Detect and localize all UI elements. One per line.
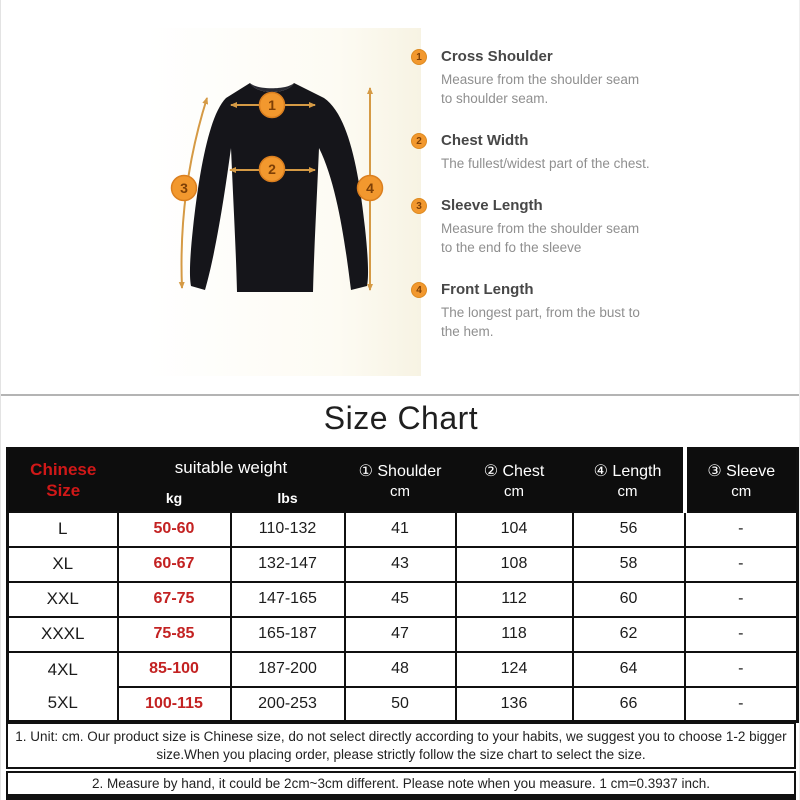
table-header-row-main (8, 449, 798, 486)
cell-sleeve: - (685, 617, 798, 652)
cell-chest: 108 (456, 547, 573, 582)
header-chinese-size: Chinese Size (8, 449, 118, 512)
note-unit (6, 722, 796, 769)
measure-number-icon: 4 (411, 282, 427, 298)
header-length: ④ Length cm (573, 449, 685, 512)
svg-text:1: 1 (268, 97, 276, 113)
cell-lbs: 132-147 (231, 547, 345, 582)
measure-item-sleeve-length (411, 197, 667, 257)
cell-chest: 104 (456, 512, 573, 547)
cell-kg: 67-75 (118, 582, 231, 617)
note-unit-text: 1. Unit: cm. Our product size is Chinese size, do not select directly according to your habits, we suggest you to choose 1-2 bigger size.When you placing order, please strictly follow the size chart to select the size. (15, 729, 787, 762)
cell-size: XXXL (8, 617, 118, 652)
cell-lbs: 147-165 (231, 582, 345, 617)
table-row-l (8, 512, 798, 547)
cell-size: XXL (8, 582, 118, 617)
measure-badge-2 (260, 157, 285, 182)
table-row-5xl (8, 687, 798, 722)
cell-sleeve: - (685, 582, 798, 617)
measure-desc: The longest part, from the bust to the hem. (441, 305, 640, 339)
cell-size: 5XL (8, 687, 118, 722)
cell-lbs: 187-200 (231, 652, 345, 687)
cell-chest: 136 (456, 687, 573, 722)
measure-number-icon: 2 (411, 133, 427, 149)
measure-number-icon: 3 (411, 198, 427, 214)
measure-guide-list (411, 48, 667, 365)
measure-badge-1 (260, 93, 285, 118)
cell-lbs: 200-253 (231, 687, 345, 722)
cell-sleeve: - (685, 547, 798, 582)
section-divider (1, 394, 800, 396)
cell-sleeve: - (685, 512, 798, 547)
measure-desc: The fullest/widest part of the chest. (441, 156, 650, 171)
cell-shoulder: 50 (345, 687, 456, 722)
cell-length: 62 (573, 617, 685, 652)
cell-sleeve: - (685, 652, 798, 687)
cell-length: 58 (573, 547, 685, 582)
header-chest: ② Chest cm (456, 449, 573, 512)
table-row-xxxl (8, 617, 798, 652)
cell-kg: 100-115 (118, 687, 231, 722)
header-shoulder: ① Shoulder cm (345, 449, 456, 512)
cell-size: XL (8, 547, 118, 582)
cell-kg: 75-85 (118, 617, 231, 652)
size-chart-title: Size Chart (323, 400, 479, 436)
cell-kg: 60-67 (118, 547, 231, 582)
cell-shoulder: 41 (345, 512, 456, 547)
svg-text:2: 2 (268, 161, 276, 177)
note-measure-text: 2. Measure by hand, it could be 2cm~3cm different. Please note when you measure. 1 cm=0.3937 inch. (91, 776, 711, 791)
measure-title: Sleeve Length (441, 197, 543, 214)
table-row-xxl (8, 582, 798, 617)
header-kg: kg (118, 486, 231, 512)
shirt-svg (147, 28, 421, 376)
note-measure (6, 771, 796, 800)
cell-length: 56 (573, 512, 685, 547)
cell-kg: 50-60 (118, 512, 231, 547)
cell-lbs: 165-187 (231, 617, 345, 652)
cell-shoulder: 45 (345, 582, 456, 617)
cell-length: 66 (573, 687, 685, 722)
cell-length: 64 (573, 652, 685, 687)
header-lbs: lbs (231, 486, 345, 512)
cell-lbs: 110-132 (231, 512, 345, 547)
cell-shoulder: 47 (345, 617, 456, 652)
cell-size: 4XL (8, 652, 118, 687)
cell-size: L (8, 512, 118, 547)
cell-chest: 118 (456, 617, 573, 652)
cell-shoulder: 43 (345, 547, 456, 582)
cell-chest: 112 (456, 582, 573, 617)
measure-title: Cross Shoulder (441, 48, 553, 65)
size-table (6, 447, 799, 723)
size-table-header (8, 449, 798, 512)
measure-badge-4 (358, 176, 383, 201)
measure-item-cross-shoulder (411, 48, 667, 108)
cell-length: 60 (573, 582, 685, 617)
header-sleeve: ③ Sleeve cm (685, 449, 798, 512)
cell-chest: 124 (456, 652, 573, 687)
table-row-4xl (8, 652, 798, 687)
table-row-xl (8, 547, 798, 582)
header-suitable-weight: suitable weight (118, 449, 345, 486)
shirt-illustration (147, 28, 421, 376)
measure-badge-3 (172, 176, 197, 201)
svg-text:3: 3 (180, 180, 188, 196)
measure-item-front-length (411, 281, 667, 341)
measure-desc: Measure from the shoulder seam to shoulder seam. (441, 72, 640, 106)
measure-title: Front Length (441, 281, 534, 298)
measure-title: Chest Width (441, 132, 529, 149)
measure-item-chest-width (411, 132, 667, 173)
cell-shoulder: 48 (345, 652, 456, 687)
size-table-body (8, 512, 798, 722)
measure-number-icon: 1 (411, 49, 427, 65)
measure-desc: Measure from the shoulder seam to the end fo the sleeve (441, 221, 640, 255)
cell-sleeve: - (685, 687, 798, 722)
cell-kg: 85-100 (118, 652, 231, 687)
svg-text:4: 4 (366, 180, 374, 196)
